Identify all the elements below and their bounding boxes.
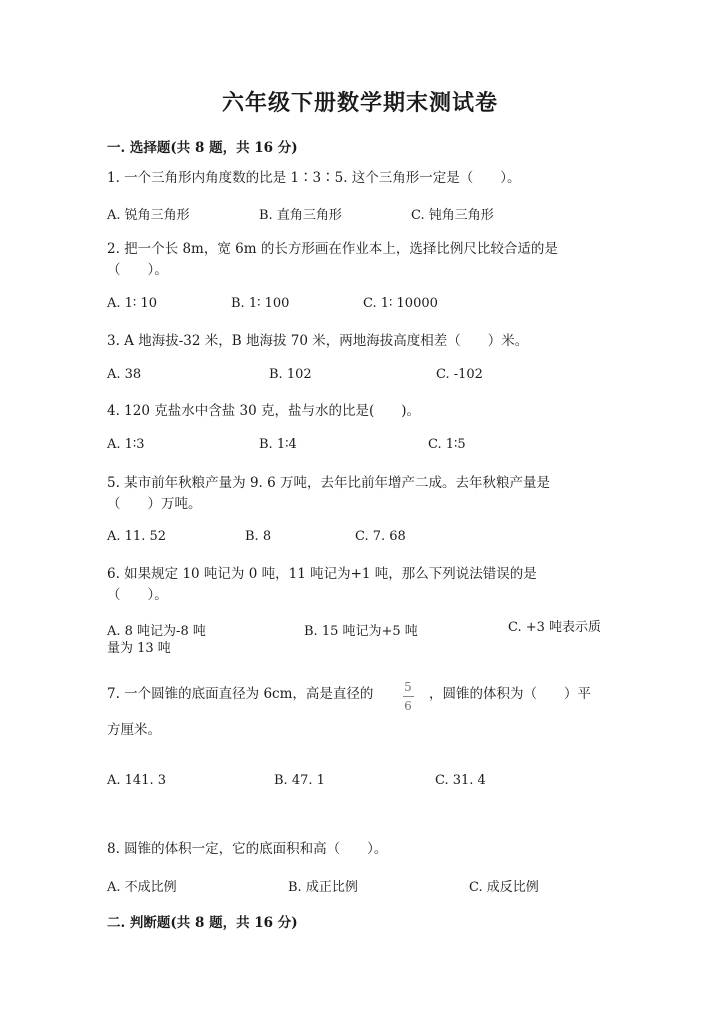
q4-option-c: C. 1∶5 [428,437,466,452]
q5-option-c: C. 7. 68 [355,529,406,544]
question-1: 1. 一个三角形内角度数的比是 1∶3∶5. 这个三角形一定是（ ）。 [107,170,521,186]
section-heading-judgment: 二. 判断题(共 8 题，共 16 分) [107,915,298,931]
fraction-five-sixths [401,680,415,713]
q8-option-c: C. 成反比例 [469,880,539,895]
q7-option-c: C. 31. 4 [435,773,486,788]
q3-option-c: C. -102 [436,367,483,382]
q6-option-c: C. +3 吨表示质量为 13 吨 [107,620,602,656]
q8-option-a: A. 不成比例 [107,880,177,895]
q4-option-a: A. 1∶3 [107,437,145,452]
q6-option-a: A. 8 吨记为-8 吨 [107,624,206,639]
section-heading-choice: 一. 选择题(共 8 题，共 16 分) [107,140,298,156]
q4-option-b: B. 1∶4 [259,437,297,452]
question-7-part-b: ，圆锥的体积为（ ）平 [429,686,591,702]
q6-option-b: B. 15 吨记为+5 吨 [304,624,418,639]
q7-option-a: A. 141. 3 [107,773,167,788]
fraction-bar [403,696,414,697]
q8-option-b: B. 成正比例 [288,880,358,895]
q6-option-c-wrap [107,617,607,659]
fraction-numerator: 5 [404,680,412,694]
q3-option-a: A. 38 [107,367,142,382]
q5-option-b: B. 8 [245,529,272,544]
page-title: 六年级下册数学期末测试卷 [221,90,498,116]
question-7-part-c: 方厘米。 [107,722,161,738]
question-7-part-a: 7. 一个圆锥的底面直径为 6cm，高是直径的 [107,686,374,702]
q5-option-a: A. 11. 52 [107,529,167,544]
fraction-denominator: 6 [404,699,412,713]
q2-option-a: A. 1∶ 10 [107,296,157,311]
q3-option-b: B. 102 [269,367,312,382]
q2-option-b: B. 1∶ 100 [231,296,290,311]
question-6: 6. 如果规定 10 吨记为 0 吨，11 吨记为+1 吨，那么下列说法错误的是（ ）。 [107,566,537,603]
question-8: 8. 圆锥的体积一定，它的底面积和高（ ）。 [107,841,388,857]
question-3: 3. A 地海拔-32 米，B 地海拔 70 米，两地海拔高度相差（ ）米。 [107,333,529,349]
q1-option-c: C. 钝角三角形 [411,208,494,223]
q1-option-a: A. 锐角三角形 [107,208,190,223]
question-4: 4. 120 克盐水中含盐 30 克，盐与水的比是( )。 [107,403,421,419]
question-5: 5. 某市前年秋粮产量为 9. 6 万吨，去年比前年增产二成。去年秋粮产量是（ ）万吨。 [107,475,551,512]
q2-option-c: C. 1∶ 10000 [363,296,438,311]
q1-option-b: B. 直角三角形 [259,208,342,223]
question-2: 2. 把一个长 8m，宽 6m 的长方形画在作业本上，选择比例尺比较合适的是（ ）。 [107,241,558,278]
q7-option-b: B. 47. 1 [274,773,325,788]
